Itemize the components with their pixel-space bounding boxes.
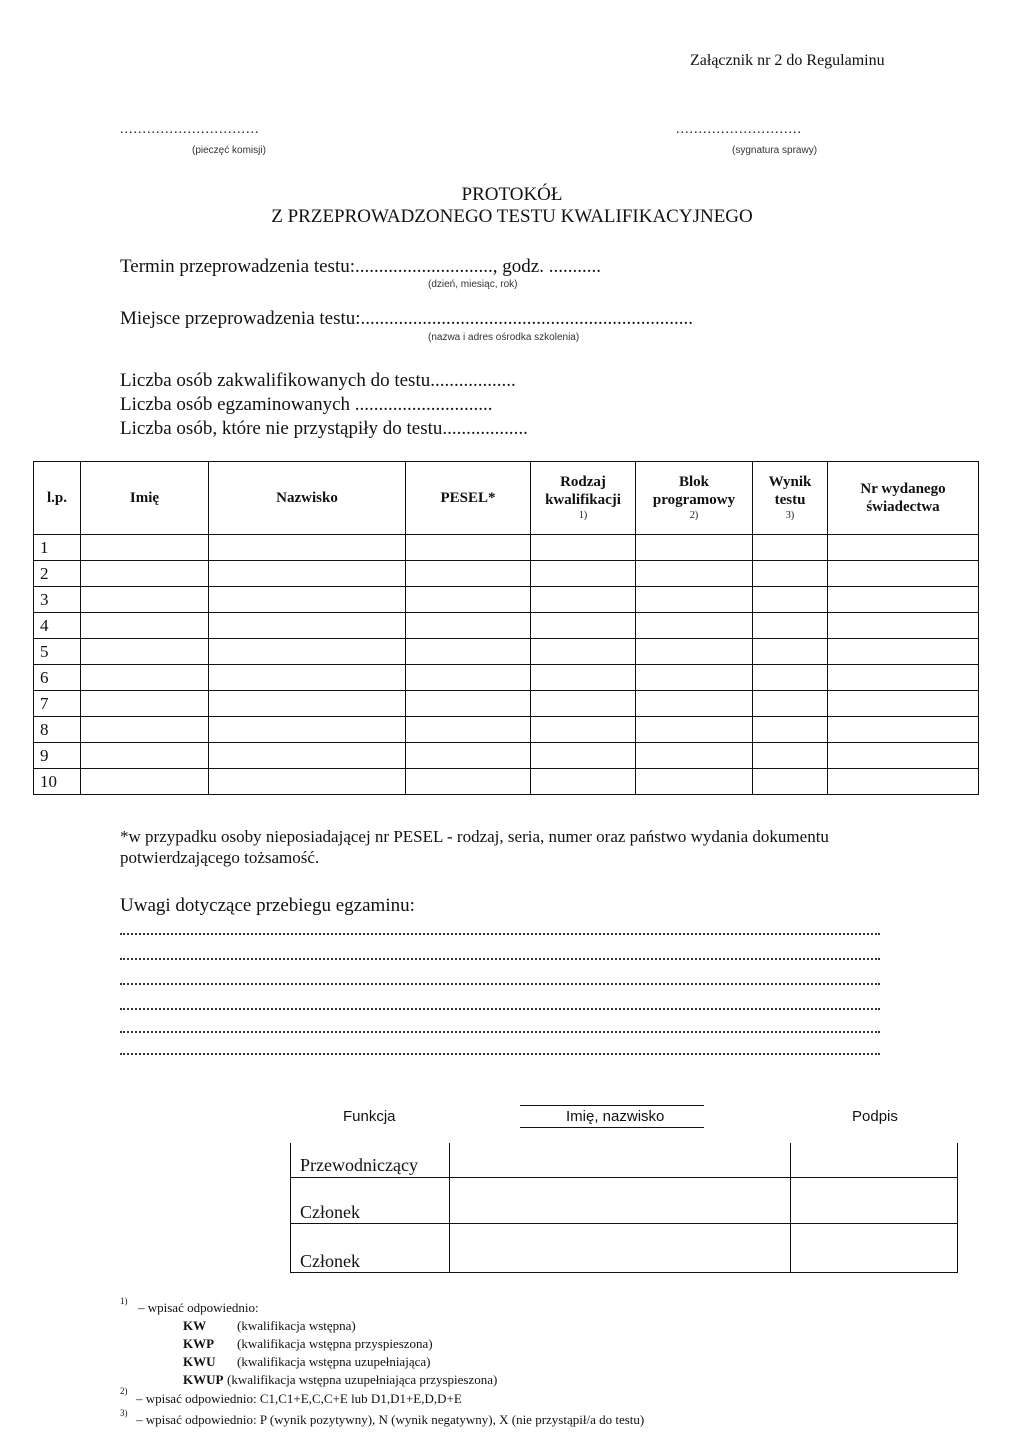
signature-col-function: Funkcja (343, 1108, 396, 1125)
header-qualification-type: Rodzaj kwalifikacji 1) (531, 462, 636, 535)
signature-header-line (520, 1105, 704, 1106)
row-number: 4 (34, 613, 81, 639)
role-chairman: Przewodniczący (300, 1155, 418, 1175)
cell[interactable] (406, 665, 531, 691)
signature-row-line (290, 1272, 957, 1273)
signature-col-name: Imię, nazwisko (566, 1108, 665, 1125)
table-row (34, 639, 979, 665)
row-number: 1 (34, 535, 81, 561)
code-kwp-desc: (kwalifikacja wstępna przyspieszona) (237, 1336, 433, 1351)
stamp-dots: ............................... (120, 122, 260, 137)
role-member-1: Członek (300, 1202, 360, 1222)
cell[interactable] (753, 769, 828, 795)
table-row (34, 743, 979, 769)
cell[interactable] (81, 561, 209, 587)
pesel-note: *w przypadku osoby nieposiadającej nr PESEL - rodzaj, seria, numer oraz państwo wydania dokumentu potwierdzającego tożsamość. (120, 827, 829, 867)
cell[interactable] (531, 561, 636, 587)
remarks-line[interactable] (120, 1053, 880, 1055)
cell[interactable] (753, 665, 828, 691)
cell[interactable] (81, 613, 209, 639)
cell[interactable] (209, 613, 406, 639)
cell[interactable] (81, 587, 209, 613)
case-signature-label: (sygnatura sprawy) (732, 145, 818, 156)
cell[interactable] (636, 535, 753, 561)
cell[interactable] (753, 639, 828, 665)
remarks-line[interactable] (120, 1008, 880, 1010)
footnote-1-mark: 1) (120, 1296, 128, 1306)
table-row (34, 665, 979, 691)
row-number: 5 (34, 639, 81, 665)
annex-label: Załącznik nr 2 do Regulaminu (690, 52, 885, 69)
cell[interactable] (753, 717, 828, 743)
cell[interactable] (531, 743, 636, 769)
cell[interactable] (636, 743, 753, 769)
cell[interactable] (636, 561, 753, 587)
signature-grid-mid2 (790, 1143, 791, 1273)
cell[interactable] (406, 587, 531, 613)
role-member-2: Członek (300, 1251, 360, 1271)
cell[interactable] (828, 561, 979, 587)
row-number: 8 (34, 717, 81, 743)
count-qualified: Liczba osób zakwalifikowanych do testu.................. (120, 370, 516, 391)
row-number: 7 (34, 691, 81, 717)
code-kw-desc: (kwalifikacja wstępna) (237, 1318, 356, 1333)
footnote-2-text: – wpisać odpowiednio: C1,C1+E,C,C+E lub D1,D1+E,D,D+E (136, 1391, 462, 1406)
cell[interactable] (209, 535, 406, 561)
count-absent: Liczba osób, które nie przystąpiły do testu.................. (120, 418, 528, 439)
cell[interactable] (636, 665, 753, 691)
header-program-block: Blok programowy 2) (636, 462, 753, 535)
cell[interactable] (531, 665, 636, 691)
cell[interactable] (81, 639, 209, 665)
signature-row-line (290, 1177, 957, 1178)
cell[interactable] (406, 717, 531, 743)
cell[interactable] (406, 691, 531, 717)
footnote-1-text: – wpisać odpowiednio: (138, 1300, 259, 1315)
remarks-line[interactable] (120, 983, 880, 985)
remarks-line[interactable] (120, 1031, 880, 1033)
participants-table (33, 461, 979, 795)
cell[interactable] (753, 613, 828, 639)
cell[interactable] (531, 587, 636, 613)
cell[interactable] (828, 639, 979, 665)
footnote-3-mark: 3) (120, 1408, 128, 1418)
table-row (34, 717, 979, 743)
cell[interactable] (828, 587, 979, 613)
cell[interactable] (406, 613, 531, 639)
cell[interactable] (636, 639, 753, 665)
code-kwp: KWP (183, 1336, 215, 1351)
row-number: 6 (34, 665, 81, 691)
case-signature-dots: ............................ (676, 122, 802, 137)
row-number: 3 (34, 587, 81, 613)
cell[interactable] (406, 639, 531, 665)
test-place-hint: (nazwa i adres ośrodka szkolenia) (428, 332, 580, 343)
cell[interactable] (531, 639, 636, 665)
code-kwup: KWUP (183, 1372, 224, 1387)
signature-grid-left (290, 1143, 291, 1273)
footnote-3-text: – wpisać odpowiednio: P (wynik pozytywny), N (wynik negatywny), X (nie przystąpił/a do testu) (136, 1412, 645, 1427)
table-row (34, 535, 979, 561)
code-kwup-desc: (kwalifikacja wstępna uzupełniająca przyspieszona) (227, 1372, 498, 1387)
cell[interactable] (81, 743, 209, 769)
cell[interactable] (753, 561, 828, 587)
cell[interactable] (406, 561, 531, 587)
stamp-label: (pieczęć komisji) (192, 145, 266, 156)
signature-row-line (290, 1223, 957, 1224)
header-last-name: Nazwisko (209, 462, 406, 535)
table-row (34, 613, 979, 639)
cell[interactable] (209, 743, 406, 769)
cell[interactable] (828, 665, 979, 691)
header-certificate-number: Nr wydanego świadectwa (828, 462, 979, 535)
table-row (34, 561, 979, 587)
header-test-result: Wynik testu 3) (753, 462, 828, 535)
cell[interactable] (636, 613, 753, 639)
code-kwu: KWU (183, 1354, 216, 1369)
table-row (34, 691, 979, 717)
code-kw: KW (183, 1318, 207, 1333)
signature-grid-right (957, 1143, 958, 1273)
cell[interactable] (828, 613, 979, 639)
row-number: 10 (34, 769, 81, 795)
cell[interactable] (406, 769, 531, 795)
cell[interactable] (531, 769, 636, 795)
cell[interactable] (209, 691, 406, 717)
table-header-row (34, 462, 979, 535)
cell[interactable] (828, 691, 979, 717)
cell[interactable] (209, 769, 406, 795)
row-number: 2 (34, 561, 81, 587)
cell[interactable] (81, 665, 209, 691)
title-subtitle: Z PRZEPROWADZONEGO TESTU KWALIFIKACYJNEGO (271, 206, 753, 227)
signature-col-sign: Podpis (852, 1108, 898, 1125)
cell[interactable] (531, 613, 636, 639)
cell[interactable] (209, 639, 406, 665)
cell[interactable] (636, 691, 753, 717)
cell[interactable] (636, 769, 753, 795)
cell[interactable] (828, 743, 979, 769)
title-protocol: PROTOKÓŁ (461, 184, 563, 205)
cell[interactable] (406, 535, 531, 561)
cell[interactable] (209, 561, 406, 587)
header-pesel: PESEL* (406, 462, 531, 535)
row-number: 9 (34, 743, 81, 769)
cell[interactable] (531, 691, 636, 717)
signature-header-underline (520, 1127, 704, 1128)
cell[interactable] (828, 769, 979, 795)
header-lp: l.p. (34, 462, 81, 535)
cell[interactable] (81, 769, 209, 795)
cell[interactable] (209, 665, 406, 691)
remarks-line[interactable] (120, 933, 880, 935)
test-date-hint: (dzień, miesiąc, rok) (428, 279, 518, 290)
cell[interactable] (209, 587, 406, 613)
cell[interactable] (753, 587, 828, 613)
cell[interactable] (81, 535, 209, 561)
cell[interactable] (531, 717, 636, 743)
signature-grid-mid1 (449, 1143, 450, 1273)
count-examined: Liczba osób egzaminowanych ............................. (120, 394, 493, 415)
cell[interactable] (753, 691, 828, 717)
footnote-2-mark: 2) (120, 1386, 128, 1396)
cell[interactable] (209, 717, 406, 743)
remarks-line[interactable] (120, 958, 880, 960)
test-date-line: Termin przeprowadzenia testu:............................., godz. ........... (120, 256, 601, 277)
cell[interactable] (828, 717, 979, 743)
header-first-name: Imię (81, 462, 209, 535)
code-kwu-desc: (kwalifikacja wstępna uzupełniająca) (237, 1354, 431, 1369)
cell[interactable] (636, 717, 753, 743)
cell[interactable] (81, 691, 209, 717)
cell[interactable] (753, 743, 828, 769)
cell[interactable] (828, 535, 979, 561)
cell[interactable] (531, 535, 636, 561)
test-place-line: Miejsce przeprowadzenia testu:...................................................................... (120, 308, 694, 329)
remarks-label: Uwagi dotyczące przebiegu egzaminu: (120, 895, 415, 916)
table-row (34, 769, 979, 795)
cell[interactable] (753, 535, 828, 561)
table-row (34, 587, 979, 613)
cell[interactable] (81, 717, 209, 743)
cell[interactable] (406, 743, 531, 769)
cell[interactable] (636, 587, 753, 613)
